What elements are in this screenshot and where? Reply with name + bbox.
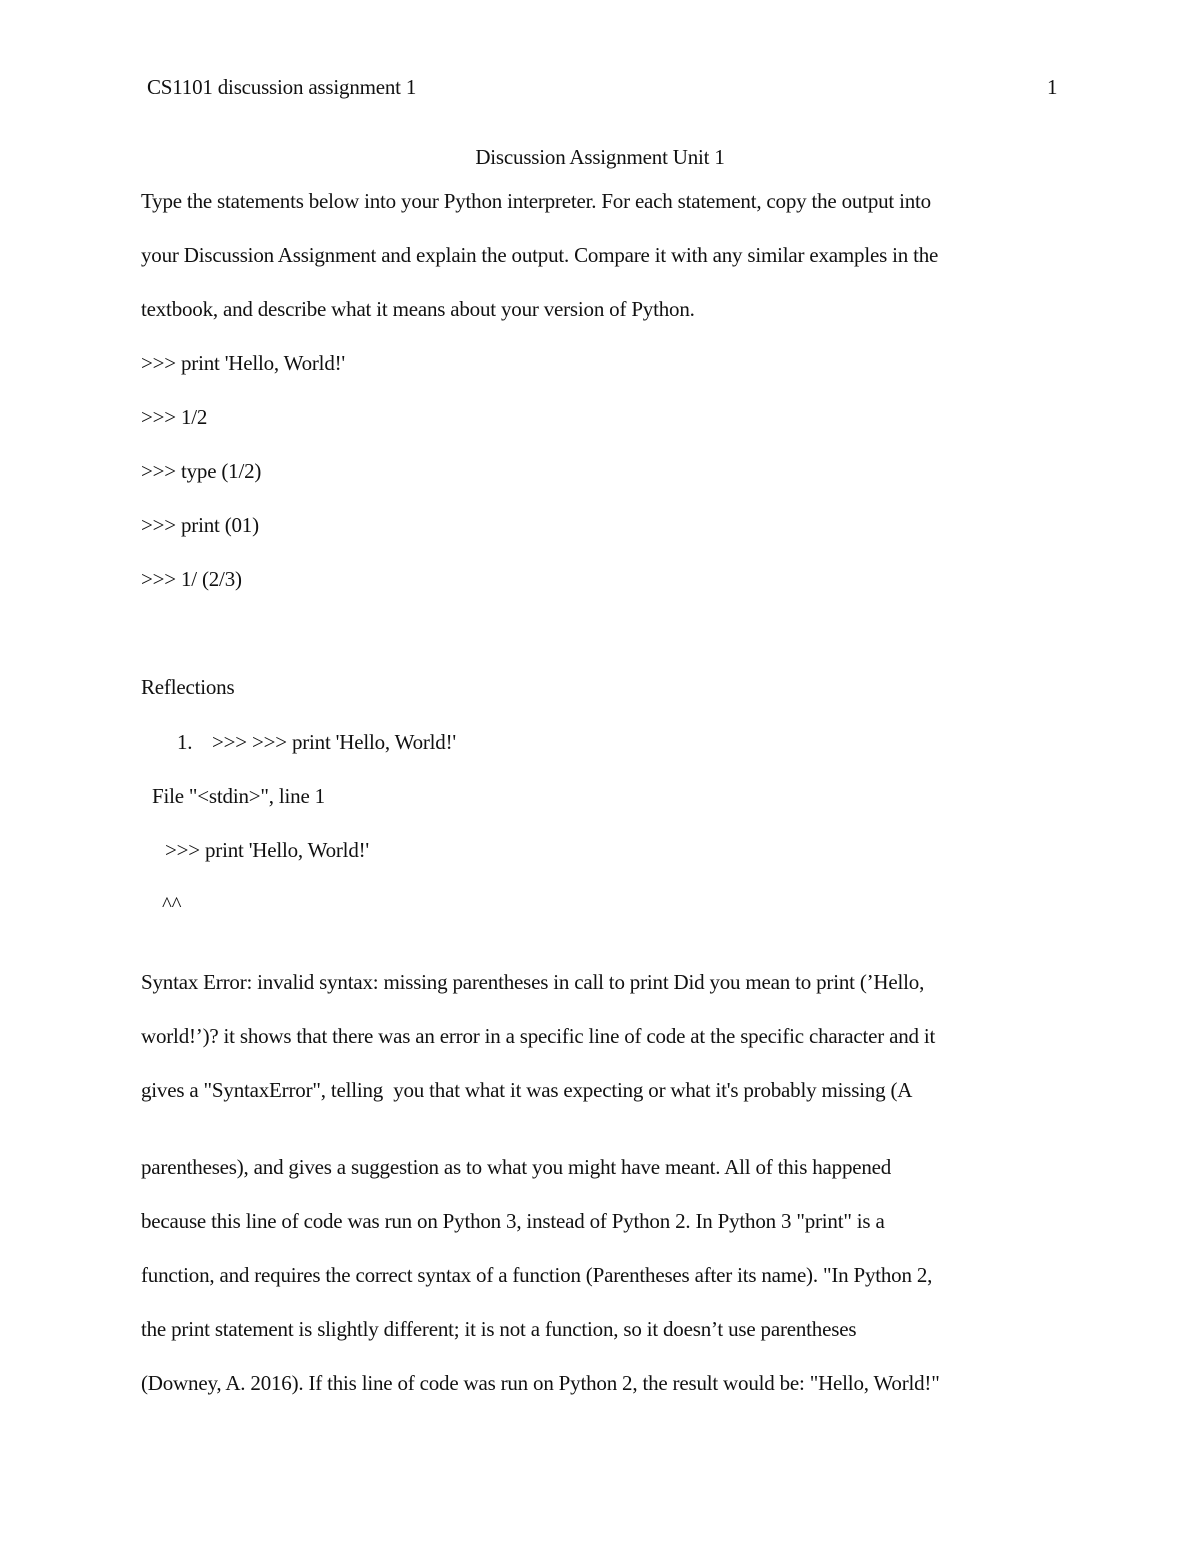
traceback-caret: ^^	[162, 892, 182, 916]
list-item-number: 1.	[177, 730, 193, 754]
paragraph-line: (Downey, A. 2016). If this line of code was run on Python 2, the result would be: "Hello, World!"	[141, 1371, 940, 1395]
page-number: 1	[1047, 75, 1058, 99]
paragraph-line: the print statement is slightly different; it is not a function, so it doesn’t use parentheses	[141, 1317, 857, 1341]
traceback-line: File "<stdin>", line 1	[152, 784, 325, 808]
paragraph-line: gives a "SyntaxError", telling you that what it was expecting or what it's probably missing (A	[141, 1078, 913, 1102]
reflections-heading: Reflections	[141, 675, 235, 699]
statement-line: >>> print (01)	[141, 513, 259, 537]
paragraph-line: function, and requires the correct syntax of a function (Parentheses after its name). "In Python 2,	[141, 1263, 933, 1287]
intro-line: Type the statements below into your Python interpreter. For each statement, copy the output into	[141, 189, 931, 213]
document-title: Discussion Assignment Unit 1	[475, 145, 725, 169]
paragraph-line: parentheses), and gives a suggestion as to what you might have meant. All of this happened	[141, 1155, 892, 1179]
statement-line: >>> print 'Hello, World!'	[141, 351, 345, 375]
statement-line: >>> 1/2	[141, 405, 208, 429]
paragraph-line: Syntax Error: invalid syntax: missing parentheses in call to print Did you mean to print (’Hello,	[141, 970, 925, 994]
statement-line: >>> type (1/2)	[141, 459, 262, 483]
paragraph-line: because this line of code was run on Python 3, instead of Python 2. In Python 3 "print" is a	[141, 1209, 885, 1233]
traceback-line: >>> print 'Hello, World!'	[165, 838, 369, 862]
paragraph-line: world!’)? it shows that there was an error in a specific line of code at the specific character and it	[141, 1024, 936, 1048]
running-head: CS1101 discussion assignment 1	[147, 75, 417, 99]
list-item-text: >>> >>> print 'Hello, World!'	[212, 730, 456, 754]
intro-line: textbook, and describe what it means about your version of Python.	[141, 297, 695, 321]
intro-line: your Discussion Assignment and explain the output. Compare it with any similar examples in the	[141, 243, 939, 267]
statement-line: >>> 1/ (2/3)	[141, 567, 242, 591]
